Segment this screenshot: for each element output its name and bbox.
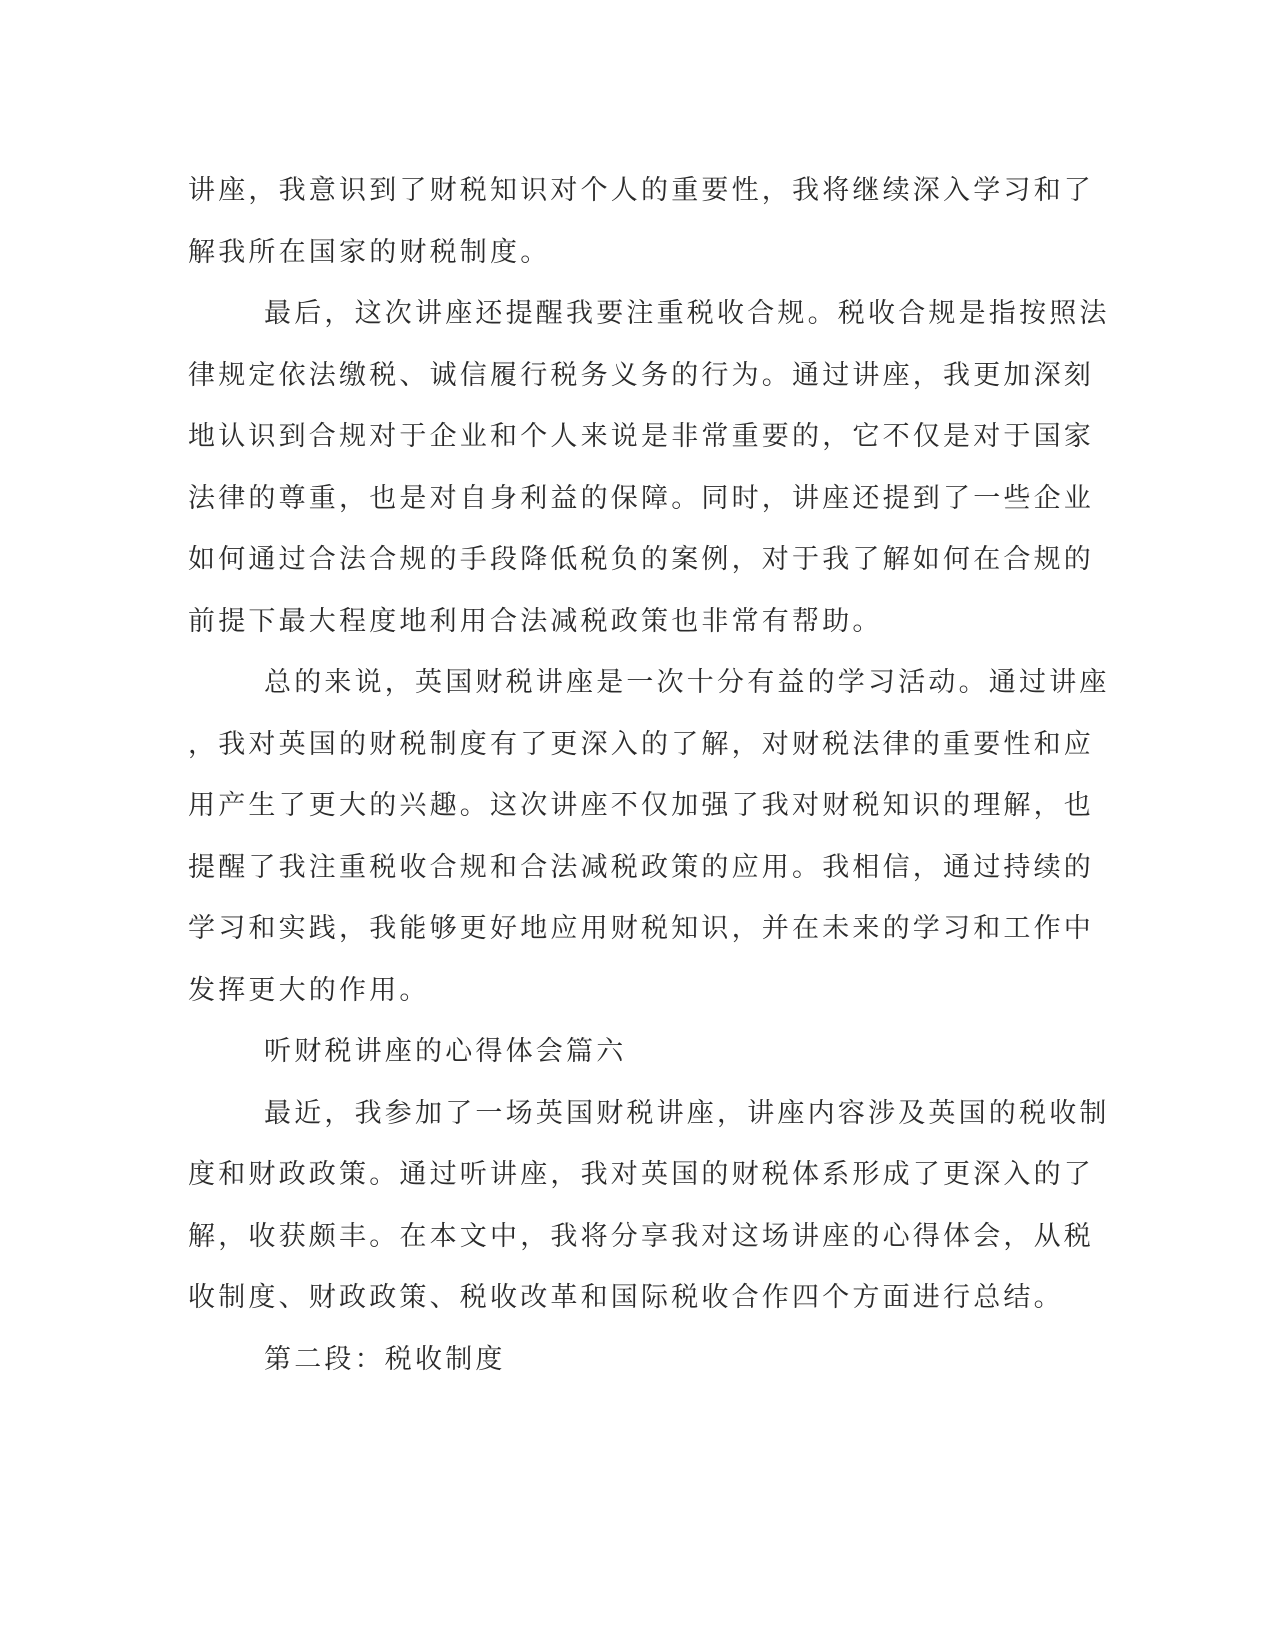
paragraph-summary — [188, 652, 1110, 1021]
text-line: 学习和实践，我能够更好地应用财税知识，并在未来的学习和工作中 — [188, 913, 1094, 944]
text-line: 讲座，我意识到了财税知识对个人的重要性，我将继续深入学习和了 — [188, 175, 1094, 206]
text-line: 提醒了我注重税收合规和合法减税政策的应用。我相信，通过持续的 — [188, 851, 1094, 883]
paragraph-tax-compliance — [188, 283, 1110, 652]
subsection-title: 第二段：税收制度 — [264, 1343, 506, 1375]
text-line: 如何通过合法合规的手段降低税负的案例，对于我了解如何在合规的 — [188, 544, 1094, 575]
paragraph-intro — [188, 1083, 1110, 1329]
text-line: 法律的尊重，也是对自身利益的保障。同时，讲座还提到了一些企业 — [188, 482, 1094, 514]
text-line: 最近，我参加了一场英国财税讲座，讲座内容涉及英国的税收制 — [264, 1097, 1110, 1129]
text-line: 解，收获颇丰。在本文中，我将分享我对这场讲座的心得体会，从税 — [188, 1220, 1094, 1252]
section-title: 听财税讲座的心得体会篇六 — [264, 1036, 627, 1067]
text-line: 收制度、财政政策、税收改革和国际税收合作四个方面进行总结。 — [188, 1282, 1064, 1313]
text-line: 度和财政政策。通过听讲座，我对英国的财税体系形成了更深入的了 — [188, 1159, 1094, 1190]
text-line: 总的来说，英国财税讲座是一次十分有益的学习活动。通过讲座 — [264, 667, 1110, 698]
text-line: 最后，这次讲座还提醒我要注重税收合规。税收合规是指按照法 — [264, 298, 1110, 329]
text-line: 发挥更大的作用。 — [188, 974, 430, 1006]
document-body — [188, 160, 1110, 1390]
text-line: 用产生了更大的兴趣。这次讲座不仅加强了我对财税知识的理解，也 — [188, 790, 1094, 821]
text-line: 地认识到合规对于企业和个人来说是非常重要的，它不仅是对于国家 — [188, 421, 1094, 452]
text-line: ，我对英国的财税制度有了更深入的了解，对财税法律的重要性和应 — [188, 728, 1094, 760]
section-heading — [188, 1021, 1083, 1083]
subsection-heading — [188, 1329, 1083, 1391]
text-line: 解我所在国家的财税制度。 — [188, 236, 551, 268]
text-line: 前提下最大程度地利用合法减税政策也非常有帮助。 — [188, 605, 883, 637]
paragraph-continuation — [188, 160, 1094, 283]
text-line: 律规定依法缴税、诚信履行税务义务的行为。通过讲座，我更加深刻 — [188, 359, 1094, 391]
